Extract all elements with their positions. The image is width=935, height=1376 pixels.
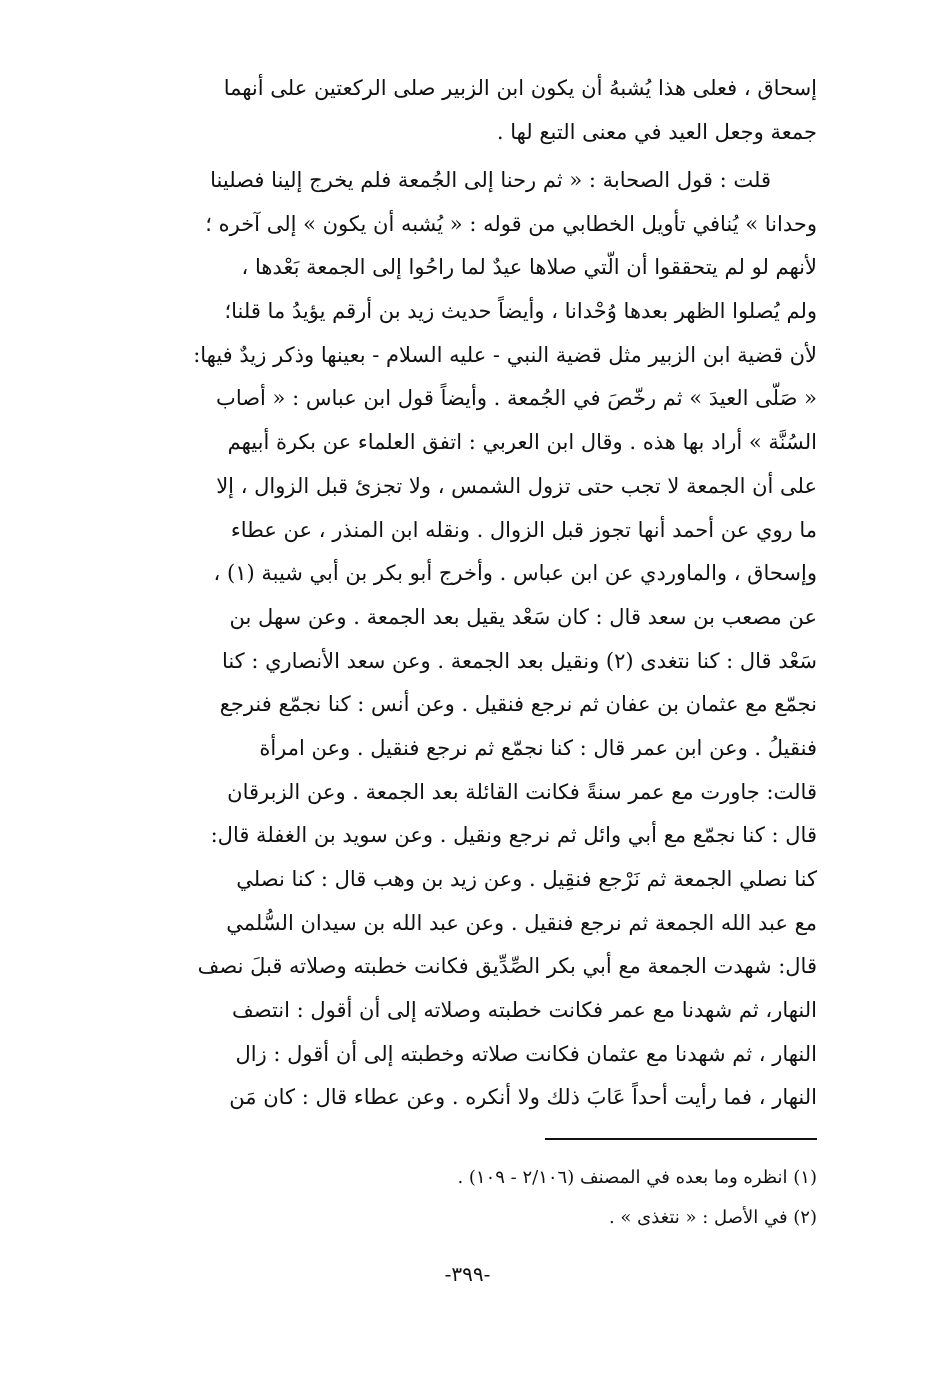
text-line: لأنهم لو لم يتحققوا أن الّتي صلاها عيدٌ لما راحُوا إلى الجمعة بَعْدها ،	[241, 255, 817, 280]
text-line: نجمّع مع عثمان بن عفان ثم نرجع فنقيل . وعن أنس : كنا نجمّع فنرجع	[219, 692, 817, 717]
text-line: وحدانا » يُنافي تأويل الخطابي من قوله : « يُشبه أن يكون » إلى آخره ؛	[205, 211, 817, 236]
text-line: قال : كنا نجمّع مع أبي وائل ثم نرجع ونقيل . وعن سويد بن الغفلة قال:	[210, 823, 817, 848]
text-line: لأن قضية ابن الزبير مثل قضية النبي - عليه السلام - بعينها وذكر زيدٌ فيها:	[193, 342, 817, 367]
text-line: النهار ، فما رأيت أحداً عَابَ ذلك ولا أنكره . وعن عطاء قال : كان مَن	[229, 1085, 817, 1110]
text-line: إسحاق ، فعلى هذا يُشبهُ أن يكون ابن الزبير صلى الركعتين على أنهما	[223, 76, 817, 100]
text-line: وإسحاق ، والماوردي عن ابن عباس . وأخرج أبو بكر بن أبي شيبة (١) ،	[213, 561, 817, 586]
text-line: على أن الجمعة لا تجب حتى تزول الشمس ، ولا تجزئ قبل الزوال ، إلا	[216, 473, 817, 498]
text-line: عن مصعب بن سعد قال : كان سَعْد يقيل بعد الجمعة . وعن سهل بن	[229, 604, 817, 629]
text-line: مع عبد الله الجمعة ثم نرجع فنقيل . وعن عبد الله بن سيدان السُّلمي	[226, 910, 817, 935]
text-line: « صَلّى العيدَ » ثم رخّصَ في الجُمعة . وأيضاً قول ابن عباس : « أصاب	[216, 386, 817, 411]
paragraph-2	[140, 159, 817, 1120]
text-line: جمعة وجعل العيد في معنى التبع لها .	[496, 119, 817, 144]
text-line: كنا نصلي الجمعة ثم نَرْجع فنقِيل . وعن زيد بن وهب قال : كنا نصلي	[236, 867, 817, 891]
text-line: قلت : قول الصحابة : « ثم رحنا إلى الجُمعة فلم يخرج إلينا فصلينا	[210, 168, 771, 192]
text-line: ما روي عن أحمد أنها تجوز قبل الزوال . ونقله ابن المنذر ، عن عطاء	[230, 517, 817, 542]
text-line: السُنَّة » أراد بها هذه . وقال ابن العربي : اتفق العلماء عن بكرة أبيهم	[227, 430, 817, 455]
text-line: النهار ، ثم شهدنا مع عثمان فكانت صلاته وخطبته إلى أن أقول : زال	[235, 1041, 817, 1066]
footnotes	[140, 1158, 817, 1238]
footnote-1: (١) انظره وما بعده في المصنف (٢/١٠٦ - ١٠٩) .	[457, 1167, 817, 1188]
footnote-divider	[545, 1138, 817, 1140]
paragraph-1	[140, 67, 817, 154]
text-line: سَعْد قال : كنا نتغدى (٢) ونقيل بعد الجمعة . وعن سعد الأنصاري : كنا	[221, 648, 817, 673]
text-line: ولم يُصلوا الظهر بعدها وُحْدانا ، وأيضاً حديث زيد بن أرقم يؤيدُ ما قلنا؛	[224, 299, 817, 324]
text-line: قالت: جاورت مع عمر سنةً فكانت القائلة بعد الجمعة . وعن الزبرقان	[227, 779, 817, 804]
text-line: النهار، ثم شهدنا مع عمر فكانت خطبته وصلاته إلى أن أقول : انتصف	[232, 998, 817, 1023]
page-number: -٣٩٩-	[444, 1262, 491, 1286]
footnote-2: (٢) في الأصل : « نتغذى » .	[608, 1207, 817, 1228]
text-line: فنقيلُ . وعن ابن عمر قال : كنا نجمّع ثم نرجع فنقيل . وعن امرأة	[259, 735, 817, 760]
text-line: قال: شهدت الجمعة مع أبي بكر الصِّدِّيق فكانت خطبته وصلاته قبلَ نصف	[197, 954, 817, 979]
